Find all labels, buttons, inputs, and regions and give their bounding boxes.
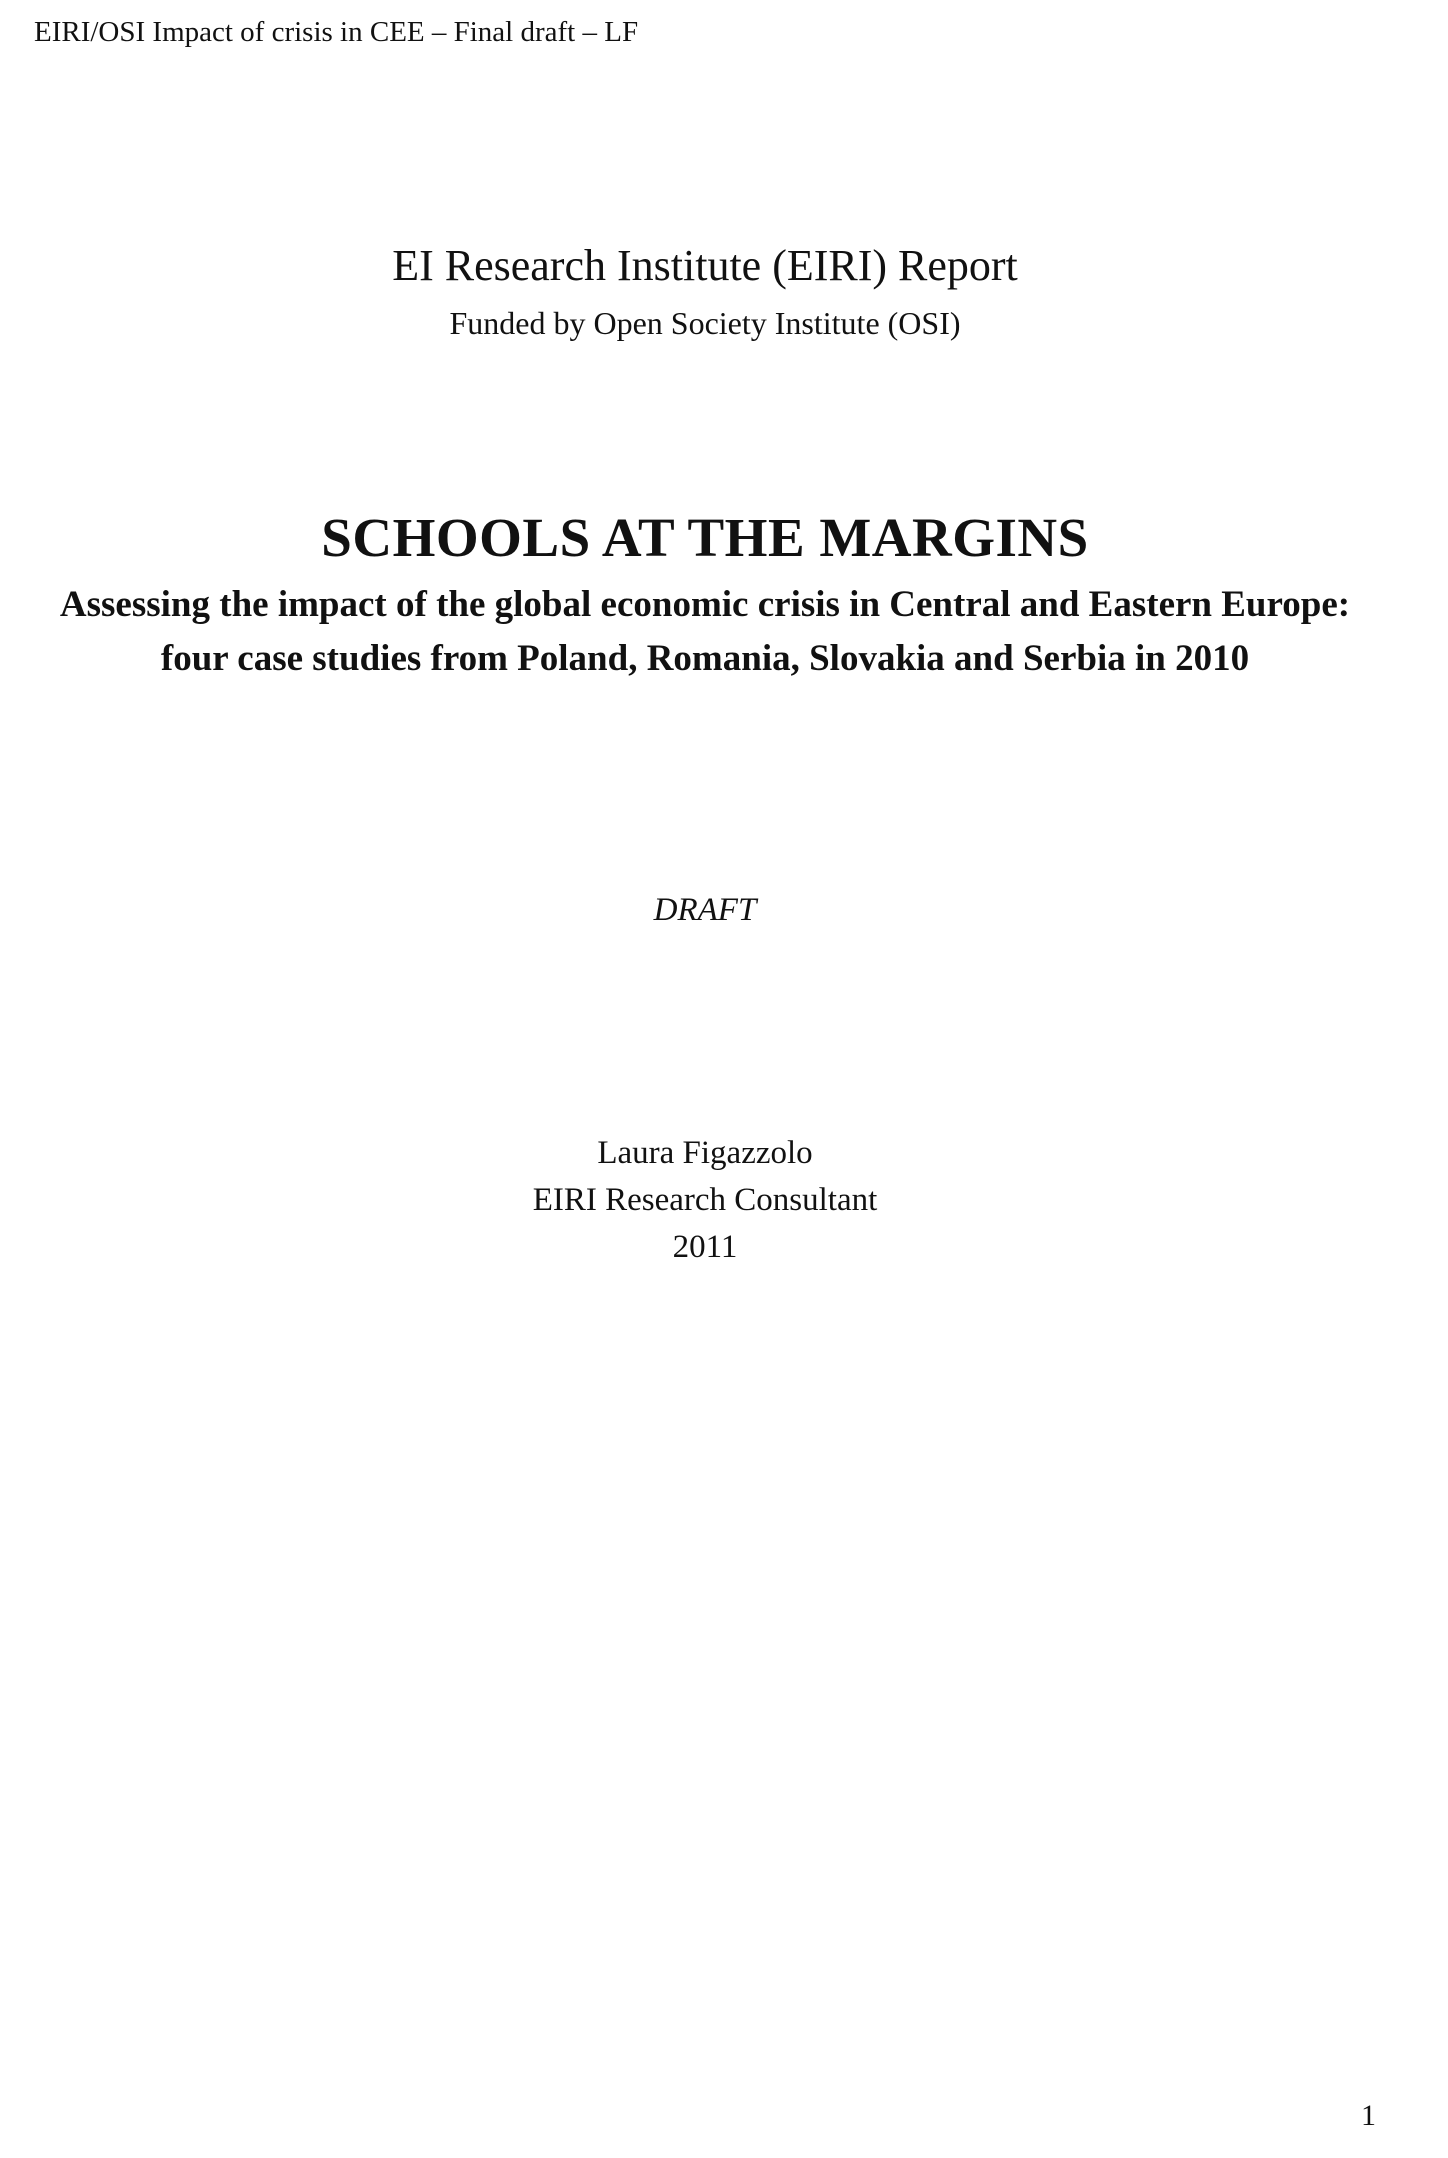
page-number: 1 bbox=[1361, 2099, 1376, 2132]
report-title: EI Research Institute (EIRI) Report bbox=[392, 241, 1018, 290]
publication-year: 2011 bbox=[672, 1229, 738, 1265]
author-block bbox=[0, 1130, 1410, 1271]
subtitle: Assessing the impact of the global economic crisis in Central and Eastern Europe: four case studies from Poland, Romania, Slovakia and Serbia in 2010 bbox=[59, 584, 1351, 679]
running-header: EIRI/OSI Impact of crisis in CEE – Final draft – LF bbox=[34, 16, 639, 48]
funding-line: Funded by Open Society Institute (OSI) bbox=[449, 305, 961, 341]
author-name: Laura Figazzolo bbox=[597, 1135, 813, 1171]
draft-mark: DRAFT bbox=[653, 892, 757, 928]
author-role: EIRI Research Consultant bbox=[532, 1182, 878, 1218]
main-title: SCHOOLS AT THE MARGINS bbox=[321, 507, 1089, 568]
